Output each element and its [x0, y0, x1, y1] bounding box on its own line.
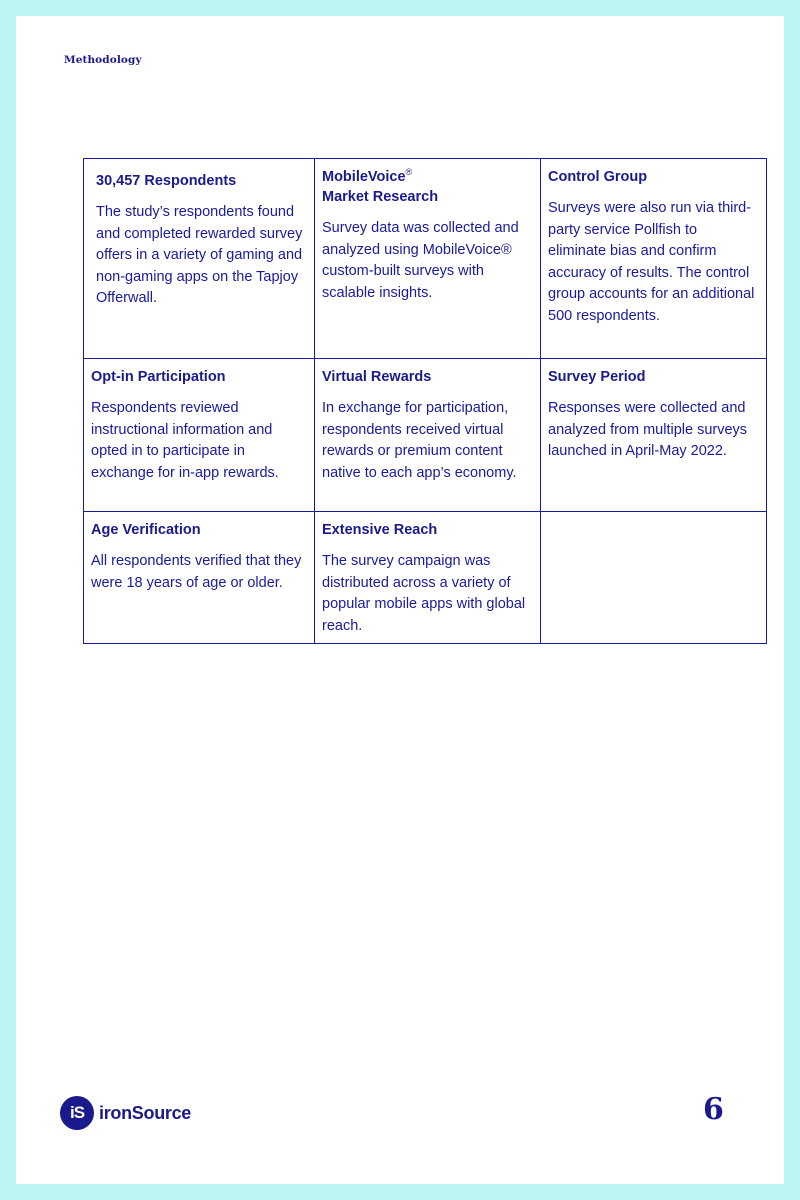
- page: [16, 16, 784, 1184]
- table-row: [84, 512, 767, 644]
- table-cell-mobilevoice: [315, 159, 541, 359]
- cell-body: Responses were collected and analyzed from multiple surveys launched in April-May 2022.: [548, 400, 748, 459]
- table-cell-survey-period: [541, 359, 767, 512]
- cell-title: [322, 167, 533, 207]
- table-cell-virtual-rewards: [315, 359, 541, 512]
- cell-title: 30,457 Respondents: [96, 173, 237, 189]
- cell-title: Control Group: [548, 169, 648, 185]
- cell-body: The study’s respondents found and completed rewarded survey offers in a variety of gaming and non-gaming apps on the Tapjoy Offerwall.: [96, 204, 303, 306]
- table-cell-extensive-reach: [315, 512, 541, 644]
- section-label: Methodology: [64, 54, 142, 66]
- cell-body: The survey campaign was distributed across a variety of popular mobile apps with global reach.: [322, 553, 526, 634]
- table-row: [84, 159, 767, 359]
- table-cell-respondents: [84, 159, 315, 359]
- page-number: 6: [703, 1092, 724, 1127]
- cell-title: Survey Period: [548, 369, 646, 385]
- cell-body: In exchange for participation, respondents received virtual rewards or premium content native to each app’s economy.: [322, 400, 517, 481]
- table-cell-empty: [541, 512, 767, 644]
- cell-title-line2: Market Research: [322, 189, 439, 205]
- cell-body: Respondents reviewed instructional information and opted in to participate in exchange for in-app rewards.: [91, 400, 279, 481]
- ironsource-logo-text: ironSource: [99, 1102, 192, 1123]
- methodology-table: [83, 158, 767, 644]
- cell-body: All respondents verified that they were 18 years of age or older.: [91, 553, 302, 591]
- cell-body: Surveys were also run via third-party service Pollfish to eliminate bias and confirm accuracy of results. The control group accounts for an additional 500 respondents.: [548, 200, 755, 324]
- registered-mark: ®: [405, 167, 413, 177]
- table-cell-opt-in: [84, 359, 315, 512]
- cell-title: Opt-in Participation: [91, 369, 226, 385]
- cell-title: Virtual Rewards: [322, 369, 432, 385]
- cell-title: Age Verification: [91, 522, 201, 538]
- cell-body: Survey data was collected and analyzed using MobileVoice® custom-built surveys with scalable insights.: [322, 220, 519, 301]
- ironsource-logo-icon: iS: [60, 1096, 94, 1130]
- cell-title: Extensive Reach: [322, 522, 438, 538]
- table-row: [84, 359, 767, 512]
- table-cell-age-verification: [84, 512, 315, 644]
- ironsource-logo: [60, 1096, 191, 1130]
- cell-title-text: MobileVoice: [322, 169, 406, 185]
- table-cell-control-group: [541, 159, 767, 359]
